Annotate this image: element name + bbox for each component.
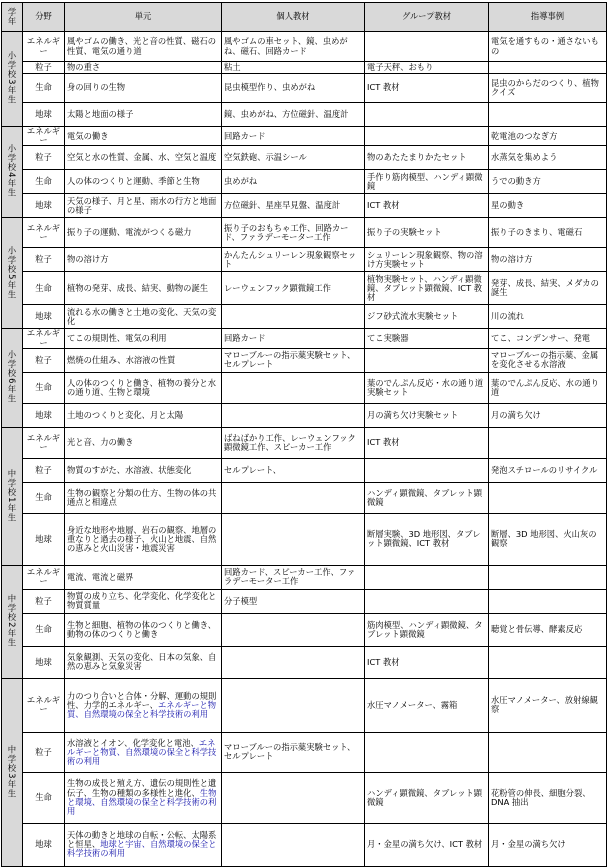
group-cell: 月の満ち欠け実験セット: [365, 403, 489, 427]
individual-cell: [222, 613, 365, 646]
unit-cell: 物の重さ: [65, 62, 222, 74]
example-cell: てこ、コンデンサー、発電: [489, 329, 607, 348]
individual-cell: [222, 482, 365, 513]
unit-cell: 光と音、力の働き: [65, 427, 222, 458]
header-grade: 学年: [2, 3, 23, 32]
unit-text: 生物の成長と殖え方、遺伝の規則性と遺伝子、生物の種類の多様性と進化、: [67, 778, 217, 798]
group-cell: 水圧マノメーター、霧箱: [365, 678, 489, 732]
group-cell: シュリーレン現象観察、物の溶け方実験セット: [365, 248, 489, 272]
unit-cell: 土地のつくりと変化、月と太陽: [65, 403, 222, 427]
individual-cell: ばねばかり工作、レーウェンフック顕微鏡工作、スピーカー工作: [222, 427, 365, 458]
table-row: [2, 74, 607, 103]
field-cell: 地球: [23, 823, 65, 866]
group-cell: [365, 565, 489, 589]
group-cell: てこ実験器: [365, 329, 489, 348]
table-row: [2, 329, 607, 348]
group-cell: 断層実験、3D 地形図、タブレット顕微鏡、ICT 教材: [365, 513, 489, 565]
group-cell: [365, 348, 489, 372]
example-cell: 花粉管の伸長、細胞分裂、DNA 抽出: [489, 772, 607, 823]
individual-cell: [222, 772, 365, 823]
unit-cell: 天気の様子、月と星、雨水の行方と地面の様子: [65, 194, 222, 218]
field-cell: 粒子: [23, 589, 65, 613]
grade-cell: [2, 218, 23, 329]
example-cell: 昆虫のからだのつくり、植物クイズ: [489, 74, 607, 103]
header-example: 指導事例: [489, 3, 607, 32]
group-cell: [365, 458, 489, 482]
unit-cell: 物質のすがた、水溶液、状態変化: [65, 458, 222, 482]
header-individual: 個人教材: [222, 3, 365, 32]
field-cell: 生命: [23, 613, 65, 646]
unit-cell: 植物の発芽、成長、結実、動物の誕生: [65, 272, 222, 305]
grade-cell: [2, 32, 23, 127]
group-cell: ICT 教材: [365, 646, 489, 678]
individual-cell: 回路カード: [222, 329, 365, 348]
example-cell: [489, 482, 607, 513]
example-cell: [489, 565, 607, 589]
example-cell: 断層、3D 地形図、火山灰の観察: [489, 513, 607, 565]
grade-label: 中学校1年生: [7, 468, 17, 522]
grade-cell: [2, 565, 23, 678]
unit-text-highlight: 地球と宇宙、自然環境の保全と科学技術の利用: [67, 839, 217, 859]
group-cell: 電子天秤、おもり: [365, 62, 489, 74]
field-cell: 生命: [23, 372, 65, 403]
unit-cell: [65, 823, 222, 866]
group-cell: ジフ砂式流水実験セット: [365, 305, 489, 329]
group-cell: 葉のでんぷん反応・水の通り道実験セット: [365, 372, 489, 403]
field-cell: 生命: [23, 272, 65, 305]
field-cell: エネルギー: [23, 329, 65, 348]
example-cell: 電気を通すもの・通さないもの: [489, 32, 607, 62]
group-cell: [365, 732, 489, 772]
unit-cell: 振り子の運動、電流がつくる磁力: [65, 218, 222, 248]
field-cell: エネルギー: [23, 127, 65, 146]
example-cell: [489, 62, 607, 74]
group-cell: 振り子の実験セット: [365, 218, 489, 248]
grade-label: 中学校2年生: [7, 594, 17, 648]
unit-cell: 生物と細胞、植物の体のつくりと働き、動物の体のつくりと働き: [65, 613, 222, 646]
individual-cell: 回路カード: [222, 127, 365, 146]
individual-cell: 分子模型: [222, 589, 365, 613]
individual-cell: かんたんシュリーレン現象観察セット: [222, 248, 365, 272]
table-row: [2, 589, 607, 613]
group-cell: [365, 127, 489, 146]
grade-cell: [2, 127, 23, 218]
unit-cell: 物の溶け方: [65, 248, 222, 272]
table-row: [2, 146, 607, 170]
unit-cell: 太陽と地面の様子: [65, 103, 222, 127]
example-cell: [489, 589, 607, 613]
curriculum-table: [1, 2, 607, 867]
unit-cell: [65, 678, 222, 732]
grade-label: 小学校4年生: [7, 144, 17, 198]
header-row: [2, 3, 607, 32]
example-cell: [489, 646, 607, 678]
unit-cell: 生物の観察と分類の仕方、生物の体の共通点と相違点: [65, 482, 222, 513]
unit-cell: 人の体のつくりと働き、植物の養分と水の通り道、生物と環境: [65, 372, 222, 403]
example-cell: 水蒸気を集めよう: [489, 146, 607, 170]
field-cell: 粒子: [23, 248, 65, 272]
field-cell: エネルギー: [23, 678, 65, 732]
field-cell: 生命: [23, 74, 65, 103]
field-cell: 地球: [23, 305, 65, 329]
unit-cell: 気象観測、天気の変化、日本の気象、自然の恵みと気象災害: [65, 646, 222, 678]
individual-cell: 昆虫模型作り、虫めがね: [222, 74, 365, 103]
table-row: [2, 248, 607, 272]
example-cell: 聴覚と骨伝導、酵素反応: [489, 613, 607, 646]
group-cell: 月・金星の満ち欠け、ICT 教材: [365, 823, 489, 866]
example-cell: 葉のでんぷん反応、水の通り道: [489, 372, 607, 403]
grade-label: 小学校6年生: [7, 350, 17, 404]
field-cell: エネルギー: [23, 565, 65, 589]
group-cell: ICT 教材: [365, 427, 489, 458]
table-row: [2, 565, 607, 589]
table-row: [2, 513, 607, 565]
field-cell: 地球: [23, 403, 65, 427]
table-row: [2, 62, 607, 74]
group-cell: 物のあたたまりかたセット: [365, 146, 489, 170]
field-cell: 生命: [23, 772, 65, 823]
table-row: [2, 772, 607, 823]
table-row: [2, 305, 607, 329]
field-cell: エネルギー: [23, 32, 65, 62]
field-cell: エネルギー: [23, 218, 65, 248]
table-row: [2, 427, 607, 458]
individual-cell: レーウェンフック顕微鏡工作: [222, 272, 365, 305]
unit-cell: 空気と水の性質、金属、水、空気と温度: [65, 146, 222, 170]
example-cell: 発泡スチロールのリサイクル: [489, 458, 607, 482]
individual-cell: 虫めがね: [222, 170, 365, 194]
grade-cell: [2, 329, 23, 427]
field-cell: 粒子: [23, 146, 65, 170]
individual-cell: [222, 678, 365, 732]
example-cell: 星の動き: [489, 194, 607, 218]
example-cell: [489, 427, 607, 458]
unit-text-highlight: 生物と環境、自然環境の保全と科学技術の利用: [67, 787, 217, 817]
table-row: [2, 218, 607, 248]
table-row: [2, 646, 607, 678]
individual-cell: [222, 305, 365, 329]
group-cell: 筋肉模型、ハンディ顕微鏡、タブレット顕微鏡: [365, 613, 489, 646]
field-cell: 粒子: [23, 62, 65, 74]
field-cell: 生命: [23, 482, 65, 513]
field-cell: 粒子: [23, 732, 65, 772]
unit-text: 水溶液とイオン、化学変化と電池、: [67, 737, 199, 748]
table-row: [2, 458, 607, 482]
unit-cell: 燃焼の仕組み、水溶液の性質: [65, 348, 222, 372]
header-group: グループ教材: [365, 3, 489, 32]
table-row: [2, 613, 607, 646]
grade-label: 小学校5年生: [7, 245, 17, 299]
individual-cell: [222, 403, 365, 427]
table-row: [2, 678, 607, 732]
example-cell: 川の流れ: [489, 305, 607, 329]
group-cell: [365, 32, 489, 62]
table-row: [2, 32, 607, 62]
example-cell: 発芽、成長、結実、メダカの誕生: [489, 272, 607, 305]
group-cell: ICT 教材: [365, 194, 489, 218]
unit-cell: 風やゴムの働き、光と音の性質、磁石の性質、電気の通り道: [65, 32, 222, 62]
table-row: [2, 823, 607, 866]
unit-text-highlight: エネルギーと物質、自然環境の保全と科学技術の利用: [67, 699, 217, 719]
table-row: [2, 732, 607, 772]
group-cell: ICT 教材: [365, 74, 489, 103]
group-cell: ハンディ顕微鏡、タブレット顕微鏡: [365, 482, 489, 513]
table-row: [2, 482, 607, 513]
unit-cell: [65, 732, 222, 772]
unit-cell: 身の回りの生物: [65, 74, 222, 103]
individual-cell: [222, 372, 365, 403]
individual-cell: 方位磁針、星座早見盤、温度計: [222, 194, 365, 218]
individual-cell: セルプレート、: [222, 458, 365, 482]
unit-cell: てこの規則性、電気の利用: [65, 329, 222, 348]
unit-cell: 人の体のつくりと運動、季節と生物: [65, 170, 222, 194]
unit-cell: 流れる水の働きと土地の変化、天気の変化: [65, 305, 222, 329]
example-cell: 物の溶け方: [489, 248, 607, 272]
example-cell: うでの動き方: [489, 170, 607, 194]
example-cell: 月・金星の満ち欠け: [489, 823, 607, 866]
table-row: [2, 272, 607, 305]
unit-text-highlight: エネルギーと物質、自然環境の保全と科学技術の利用: [67, 737, 217, 766]
example-cell: [489, 103, 607, 127]
grade-cell: [2, 678, 23, 866]
unit-cell: 電気の働き: [65, 127, 222, 146]
individual-cell: [222, 513, 365, 565]
field-cell: 粒子: [23, 458, 65, 482]
example-cell: 月の満ち欠け: [489, 403, 607, 427]
individual-cell: マローブルーの指示薬実験セット、セルプレート: [222, 732, 365, 772]
individual-cell: [222, 646, 365, 678]
table-row: [2, 403, 607, 427]
group-cell: 植物実験セット、ハンディ顕微鏡、タブレット顕微鏡、ICT 教材: [365, 272, 489, 305]
individual-cell: 粘土: [222, 62, 365, 74]
field-cell: 粒子: [23, 348, 65, 372]
unit-cell: 身近な地形や地層、岩石の観察、地層の重なりと過去の様子、火山と地震、自然の恵みと火山災害・地震災害: [65, 513, 222, 565]
field-cell: 生命: [23, 170, 65, 194]
unit-text: 天体の動きと地球の自転・公転、太陽系と恒星、: [67, 830, 217, 850]
group-cell: [365, 589, 489, 613]
grade-label: 小学校3年生: [7, 51, 17, 105]
individual-cell: 風やゴムの車セット、鏡、虫めがね、磁石、回路カード: [222, 32, 365, 62]
example-cell: 乾電池のつなぎ方: [489, 127, 607, 146]
example-cell: マローブルーの指示薬、金属を変化させる水溶液: [489, 348, 607, 372]
field-cell: 地球: [23, 646, 65, 678]
individual-cell: 回路カード、スピーカー工作、ファラデーモーター工作: [222, 565, 365, 589]
group-cell: ハンディ顕微鏡、タブレット顕微鏡: [365, 772, 489, 823]
table-row: [2, 127, 607, 146]
field-cell: エネルギー: [23, 427, 65, 458]
field-cell: 地球: [23, 194, 65, 218]
individual-cell: 振り子のおもちゃ工作、回路カード、ファラデーモーター工作: [222, 218, 365, 248]
individual-cell: 空気鉄砲、示温シール: [222, 146, 365, 170]
example-cell: 振り子のきまり、電磁石: [489, 218, 607, 248]
header-unit: 単元: [65, 3, 222, 32]
field-cell: 地球: [23, 513, 65, 565]
individual-cell: マローブルーの指示薬実験セット、セルプレート: [222, 348, 365, 372]
grade-cell: [2, 427, 23, 565]
table-row: [2, 170, 607, 194]
unit-cell: [65, 772, 222, 823]
field-cell: 地球: [23, 103, 65, 127]
unit-text: 力のつり合いと合体・分解、運動の規則性、力学的エネルギー、: [67, 690, 217, 710]
individual-cell: 鏡、虫めがね、方位磁針、温度計: [222, 103, 365, 127]
group-cell: 手作り筋肉模型、ハンディ顕微鏡: [365, 170, 489, 194]
group-cell: [365, 103, 489, 127]
table-row: [2, 372, 607, 403]
grade-label: 中学校3年生: [7, 744, 17, 798]
unit-cell: 物質の成り立ち、化学変化、化学変化と物質質量: [65, 589, 222, 613]
example-cell: [489, 732, 607, 772]
table-row: [2, 103, 607, 127]
table-row: [2, 194, 607, 218]
unit-cell: 電流、電流と磁界: [65, 565, 222, 589]
individual-cell: [222, 823, 365, 866]
example-cell: 水圧マノメーター、放射線観察: [489, 678, 607, 732]
table-row: [2, 348, 607, 372]
header-field: 分野: [23, 3, 65, 32]
